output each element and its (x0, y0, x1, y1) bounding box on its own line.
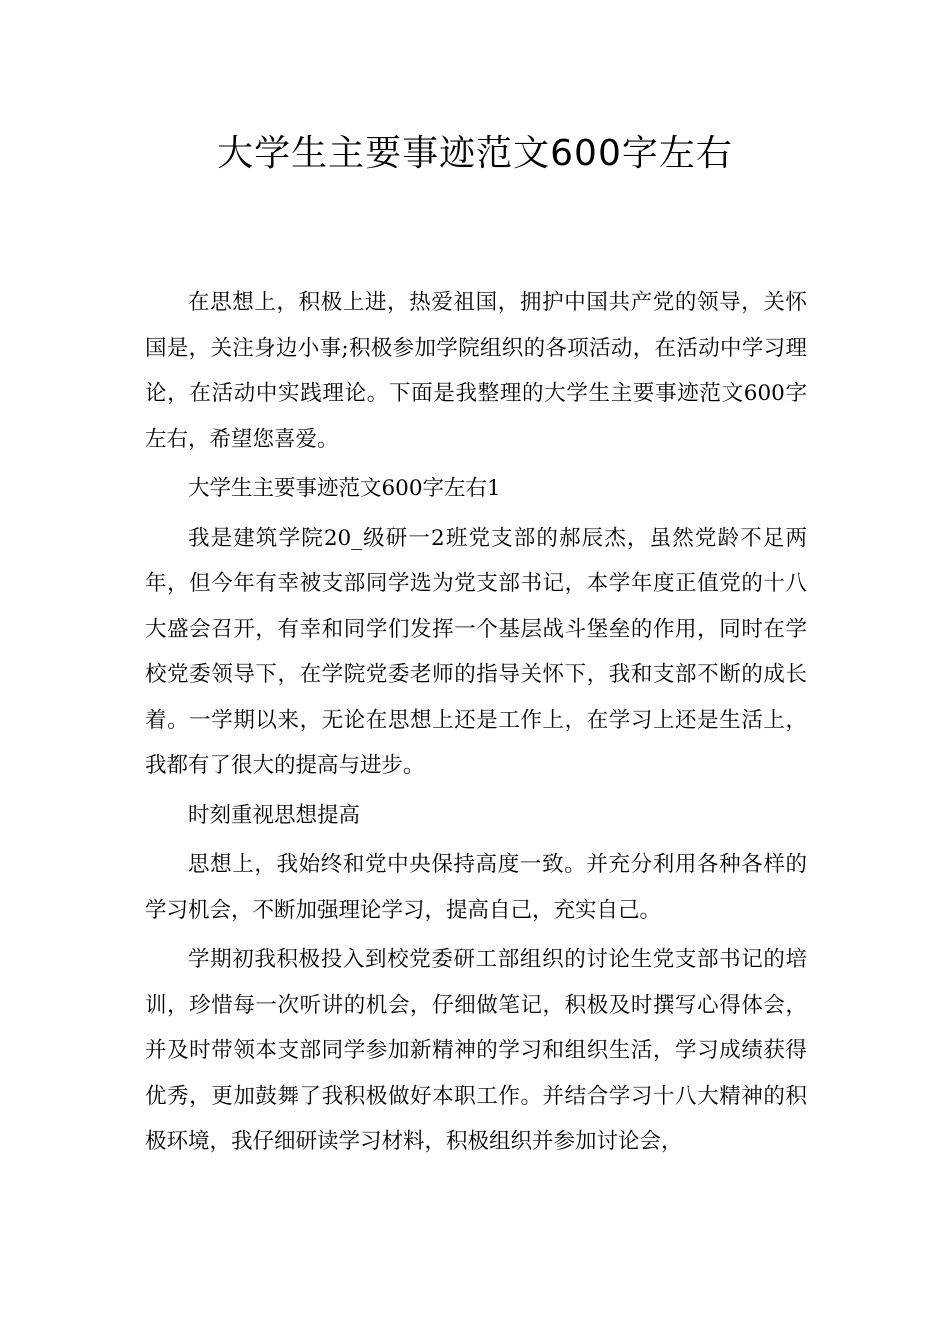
section-heading: 大学生主要事迹范文600字左右1 (188, 476, 501, 501)
subsection-heading: 时刻重视思想提高 (188, 802, 361, 828)
document-title: 大学生主要事迹范文600字左右 (217, 133, 733, 174)
paragraph-intro: 在思想上，积极上进，热爱祖国，拥护中国共产党的领导，关怀国是，关注身边小事;积极参加学院组织的各项活动，在活动中学习理论，在活动中实践理论。下面是我整理的大学生主要事迹范文600字左右，希望您喜爱。 (145, 290, 807, 452)
paragraph-self-intro: 我是建筑学院20_级研一2班党支部的郝辰杰，虽然党龄不足两年，但今年有幸被支部同学选为党支部书记，本学年度正值党的十八大盛会召开，有幸和同学们发挥一个基层战斗堡垒的作用，同时在学校党委领导下，在学院党委老师的指导关怀下，我和支部不断的成长着。一学期以来，无论在思想上还是工作上，在学习上还是生活上，我都有了很大的提高与进步。 (145, 525, 807, 778)
paragraph-training: 学期初我积极投入到校党委研工部组织的讨论生党支部书记的培训，珍惜每一次听讲的机会，仔细做笔记，积极及时撰写心得体会，并及时带领本支部同学参加新精神的学习和组织生活，学习成绩获得优秀，更加鼓舞了我积极做好本职工作。并结合学习十八大精神的积极环境，我仔细研读学习材料，积极组织并参加讨论会， (145, 947, 807, 1154)
paragraph-thought: 思想上，我始终和党中央保持高度一致。并充分利用各种各样的学习机会，不断加强理论学习，提高自己，充实自己。 (145, 852, 807, 923)
document-body (145, 280, 807, 1169)
